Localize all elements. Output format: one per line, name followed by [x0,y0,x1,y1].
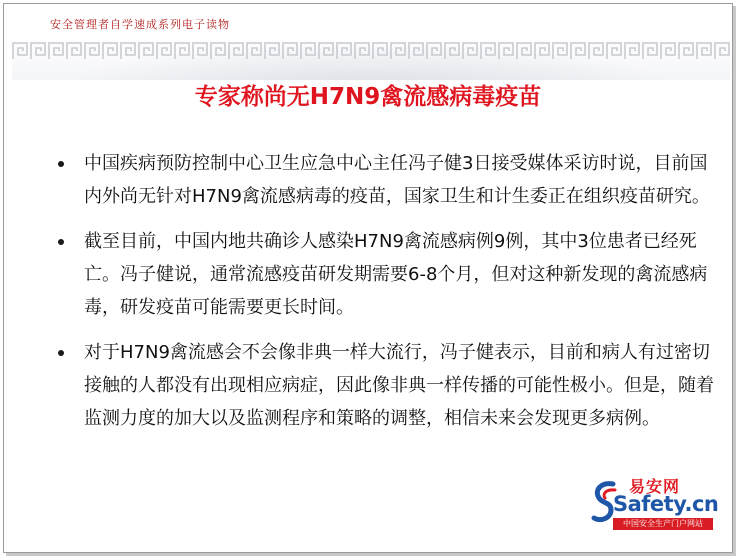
bullet-text: 中国疾病预防控制中心卫生应急中心主任冯子健3日接受媒体采访时说，目前国内外尚无针对H7N9禽流感病毒的疫苗，国家卫生和计生委正在组织疫苗研究。 [84,153,710,207]
bullet-dot-icon [58,239,64,245]
logo-tagline: 中国安全生产门户网站 [613,518,713,530]
bullet-text: 对于H7N9禽流感会不会像非典一样大流行，冯子健表示，目前和病人有过密切接触的人都没有出现相应病症，因此像非典一样传播的可能性极小。但是，随着监测力度的加大以及监测程序和策略的调整，相信未来会发现更多病例。 [84,342,714,429]
logo-chinese-name: 易安网 [629,477,681,496]
bullet-item [58,147,718,213]
bullet-item [58,336,718,435]
safety-cn-logo [591,474,721,536]
series-title: 安全管理者自学速成系列电子读物 [50,18,230,31]
slide-title: 专家称尚无H7N9禽流感病毒疫苗 [194,84,542,110]
slide-frame [3,3,733,553]
bullet-dot-icon [58,350,64,356]
bullet-list [58,147,718,447]
fret-pattern-border [12,40,730,62]
bullet-item [58,225,718,324]
logo-wordmark: Safety.cn [613,492,719,516]
bullet-dot-icon [58,161,64,167]
bullet-text: 截至目前，中国内地共确诊人感染H7N9禽流感病例9例，其中3位患者已经死亡。冯子健说，通常流感疫苗研发期需要6-8个月，但对这种新发现的禽流感病毒，研发疫苗可能需要更长时间。 [84,231,708,318]
